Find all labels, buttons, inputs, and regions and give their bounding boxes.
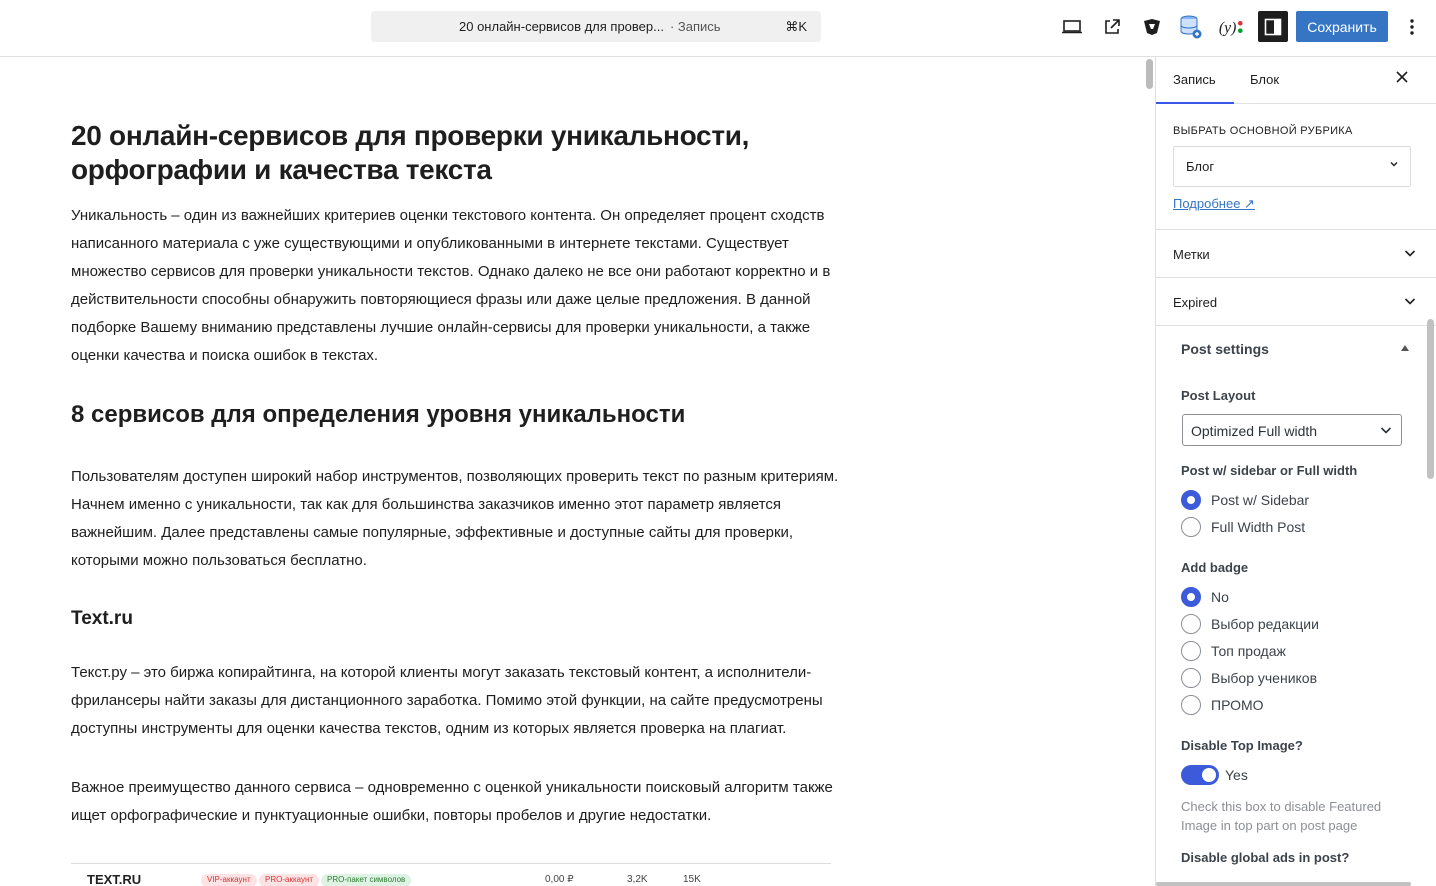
- learn-more-link[interactable]: Подробнее ↗: [1173, 196, 1255, 211]
- pro-package-badge: PRO-пакет символов: [321, 874, 411, 886]
- sidebar-width-label: Post w/ sidebar or Full width: [1181, 463, 1358, 478]
- yoast-seo-icon[interactable]: [1218, 14, 1244, 40]
- pro-badge: PRO-аккаунт: [259, 874, 319, 886]
- settings-sidebar: Запись Блок ВЫБРАТЬ ОСНОВНОЙ РУБРИКА Блог Подробнее ↗ Метки Expired Post settings Post Layout Optimized Full width Post w/ sidebar or Full width Post w/ Sidebar Full Width Post Add badge No Выбор редакции Топ продаж Выбор учеников ПРОМО Disable Top Image? Yes Check this box to disable Featured Image in top part on post page Disable global ads in post?: [1155, 57, 1436, 886]
- heading-block-textru[interactable]: Text.ru: [71, 608, 133, 629]
- post-layout-select[interactable]: [1182, 414, 1402, 446]
- post-title[interactable]: 20 онлайн-сервисов для проверки уникальности, орфографии и качества текста: [71, 120, 750, 185]
- post-settings-title[interactable]: Post settings: [1181, 341, 1269, 357]
- editor-scrollbar[interactable]: [1146, 59, 1153, 89]
- collapse-triangle-icon[interactable]: [1401, 345, 1409, 351]
- toggle-settings-sidebar-button[interactable]: [1258, 11, 1288, 42]
- shield-plugin-icon[interactable]: [1139, 14, 1165, 40]
- add-badge-label: Add badge: [1181, 560, 1249, 575]
- count-stat: 3,2K: [627, 874, 648, 885]
- sidebar-tabs: [1156, 57, 1436, 104]
- shortcut-hint: ⌘K: [785, 19, 807, 34]
- vip-badge: VIP-аккаунт: [201, 874, 257, 886]
- chevron-down-icon: [1403, 246, 1417, 265]
- chevron-down-icon: [1379, 423, 1393, 440]
- preview-device-icon[interactable]: [1059, 14, 1085, 40]
- primary-category-label: ВЫБРАТЬ ОСНОВНОЙ РУБРИКА: [1173, 125, 1353, 137]
- editor-canvas[interactable]: [0, 57, 1155, 886]
- disable-ads-label: Disable global ads in post?: [1181, 850, 1350, 865]
- sidebar-scrollbar[interactable]: [1427, 319, 1434, 479]
- panel-tags-title: Метки: [1173, 247, 1210, 262]
- balance-stat: 0,00 ₽: [545, 874, 574, 885]
- paragraph-block-tools[interactable]: Пользователям доступен широкий набор инструментов, позволяющих проверить текст по разным критериям. Начнем именно с уникальности, так как для большинства заказчиков именно этот параметр является важнейшим. Далее представлены самые популярные, эффективные и доступные сайты для проверки, которыми можно пользоваться бесплатно.: [71, 468, 839, 569]
- symbols-stat: 15K: [683, 874, 701, 885]
- command-palette-bar[interactable]: [371, 11, 821, 42]
- panel-tags[interactable]: [1156, 229, 1436, 277]
- more-options-icon[interactable]: [1399, 14, 1425, 40]
- save-button[interactable]: Сохранить: [1296, 11, 1388, 42]
- post-layout-label: Post Layout: [1181, 388, 1256, 403]
- post-layout-value: Optimized Full width: [1191, 423, 1318, 439]
- textru-logo: TEXT.RU: [87, 872, 142, 886]
- svg-text:(y): (y): [1218, 19, 1237, 37]
- disable-top-image-label: Disable Top Image?: [1181, 738, 1303, 753]
- close-icon[interactable]: [1392, 70, 1412, 90]
- primary-category-value: Блог: [1186, 159, 1215, 174]
- tab-block[interactable]: Блок: [1250, 72, 1280, 87]
- sidebar-horizontal-scrollbar[interactable]: [1156, 882, 1411, 886]
- active-tab-indicator: [1156, 102, 1234, 104]
- view-post-external-icon[interactable]: [1099, 14, 1125, 40]
- paragraph-block-advantage[interactable]: Важное преимущество данного сервиса – одновременно с оценкой уникальности поисковый алгоритм также ищет орфографические и пунктуационные ошибки, повторы пробелов и другие недостатки.: [71, 779, 833, 824]
- image-block-textru-screenshot[interactable]: [71, 863, 831, 886]
- disable-top-image-toggle[interactable]: [1181, 765, 1219, 785]
- panel-expired[interactable]: [1156, 277, 1436, 325]
- panel-expired-title: Expired: [1173, 295, 1218, 310]
- chevron-down-icon: [1388, 158, 1400, 173]
- database-plugin-icon[interactable]: [1177, 14, 1203, 40]
- paragraph-block-intro[interactable]: Уникальность – один из важнейших критериев оценки текстового контента. Он определяет процент сходств написанного материала с уже существующими и опубликованными в интернете текстами. Существует множество сервисов для проверки уникальности текстов. Однако далеко не все они работают корректно и в действительности способны обнаружить повторяющиеся фразы или даже целые предложения. В данной подборке Вашему вниманию представлены лучшие онлайн-сервисы для проверки уникальности, а также оценки качества и поиска ошибок в текстах.: [71, 207, 831, 364]
- panel-divider: [1156, 325, 1436, 326]
- disable-top-image-help: Check this box to disable Featured Image in top part on post page: [1181, 799, 1382, 833]
- document-title: 20 онлайн-сервисов для провер... · Запись: [459, 19, 721, 34]
- disable-top-image-value: Yes: [1225, 767, 1248, 783]
- chevron-down-icon: [1403, 294, 1417, 313]
- editor-header: [0, 0, 1436, 57]
- tab-post[interactable]: Запись: [1173, 72, 1216, 87]
- primary-category-select[interactable]: [1173, 146, 1411, 187]
- heading-block-services[interactable]: 8 сервисов для определения уровня уникальности: [71, 401, 686, 428]
- paragraph-block-textru[interactable]: Текст.ру – это биржа копирайтинга, на которой клиенты могут заказать текстовый контент, а исполнители-фрилансеры найти заказы для дистанционного заработка. Помимо этой функции, на сайте предусмотрены доступны инструменты для оценки качества текстов, одним из которых является проверка на плагиат.: [71, 664, 823, 737]
- sidebar-icon: [1264, 18, 1282, 36]
